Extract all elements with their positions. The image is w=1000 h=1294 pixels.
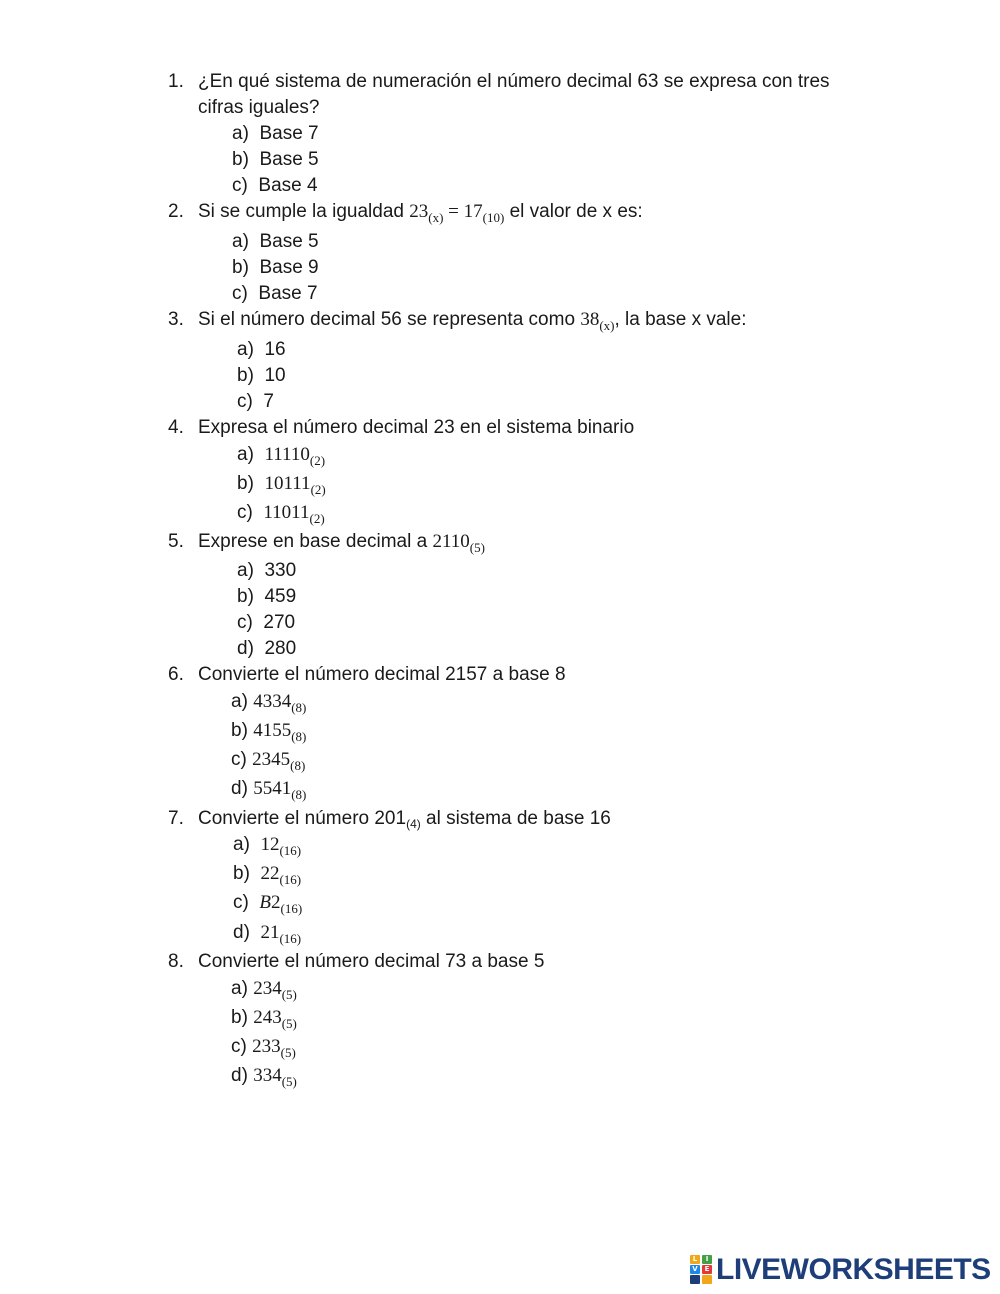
q7-option-a[interactable]: a) $12_{(16)}$ [233,834,302,858]
question-1-text-cont: cifras iguales? [198,97,320,118]
q8-option-c[interactable]: c) $233_{(5)}$ [231,1036,296,1060]
q6-option-a[interactable]: a) $4334_{(8)}$ [231,691,307,715]
q3-option-c[interactable]: c) 7 [237,391,274,412]
question-5-text: Exprese en base decimal a $2110_{(5)}$ [198,531,485,555]
question-3-text: Si el número decimal 56 se representa como $38_{(x)}$, la base x vale: [198,309,747,333]
q5-option-c[interactable]: c) 270 [237,612,296,633]
q7-option-d[interactable]: d) $21_{(16)}$ [233,922,302,946]
q1-option-c[interactable]: c) Base 4 [232,175,318,196]
q2-option-b[interactable]: b) Base 9 [232,257,319,278]
question-2-text: Si se cumple la igualdad $23_{(x)} = 17_{(10)}$ el valor de x es: [198,201,643,225]
q6-option-b[interactable]: b) $4155_{(8)}$ [231,720,307,744]
q4-option-a[interactable]: a) $11110_{(2)}$ [237,444,326,468]
question-8-number: 8. [168,951,184,972]
q3-option-a[interactable]: a) 16 [237,339,286,360]
q4-option-b[interactable]: b) $10111_{(2)}$ [237,473,326,497]
question-6-text: Convierte el número decimal 2157 a base 8 [198,664,566,685]
q3-option-b[interactable]: b) 10 [237,365,286,386]
question-8-text: Convierte el número decimal 73 a base 5 [198,951,545,972]
q1-option-a[interactable]: a) Base 7 [232,123,319,144]
q7-option-b[interactable]: b) $22_{(16)}$ [233,863,302,887]
q5-option-b[interactable]: b) 459 [237,586,297,607]
q8-option-b[interactable]: b) $243_{(5)}$ [231,1007,297,1031]
q6-option-c[interactable]: c) $2345_{(8)}$ [231,749,306,773]
q4-option-c[interactable]: c) $11011_{(2)}$ [237,502,325,526]
question-1-text: ¿En qué sistema de numeración el número decimal 63 se expresa con tres [198,71,830,92]
question-4-text: Expresa el número decimal 23 en el sistema binario [198,417,635,438]
liveworksheets-logo[interactable] [690,1250,991,1290]
q7-option-c[interactable]: c) $B2_{(16)}$ [233,892,303,916]
question-7-number: 7. [168,808,184,829]
q2-option-c[interactable]: c) Base 7 [232,283,318,304]
liveworksheets-logo-icon: L I V E [690,1255,712,1285]
question-3-number: 3. [168,309,184,330]
q2-option-a[interactable]: a) Base 5 [232,231,319,252]
question-7-text: Convierte el número $201_{(4)}$ al sistema de base 16 [198,808,611,831]
q8-option-a[interactable]: a) $234_{(5)}$ [231,978,297,1002]
question-6-number: 6. [168,664,184,685]
q5-option-a[interactable]: a) 330 [237,560,297,581]
question-2-number: 2. [168,201,184,222]
question-4-number: 4. [168,417,184,438]
q1-option-b[interactable]: b) Base 5 [232,149,319,170]
q5-option-d[interactable]: d) 280 [237,638,297,659]
q6-option-d[interactable]: d) $5541_{(8)}$ [231,778,307,802]
question-1-number: 1. [168,71,184,92]
q8-option-d[interactable]: d) $334_{(5)}$ [231,1065,297,1089]
question-5-number: 5. [168,531,184,552]
liveworksheets-logo-text: LIVEWORKSHEETS [716,1253,991,1286]
